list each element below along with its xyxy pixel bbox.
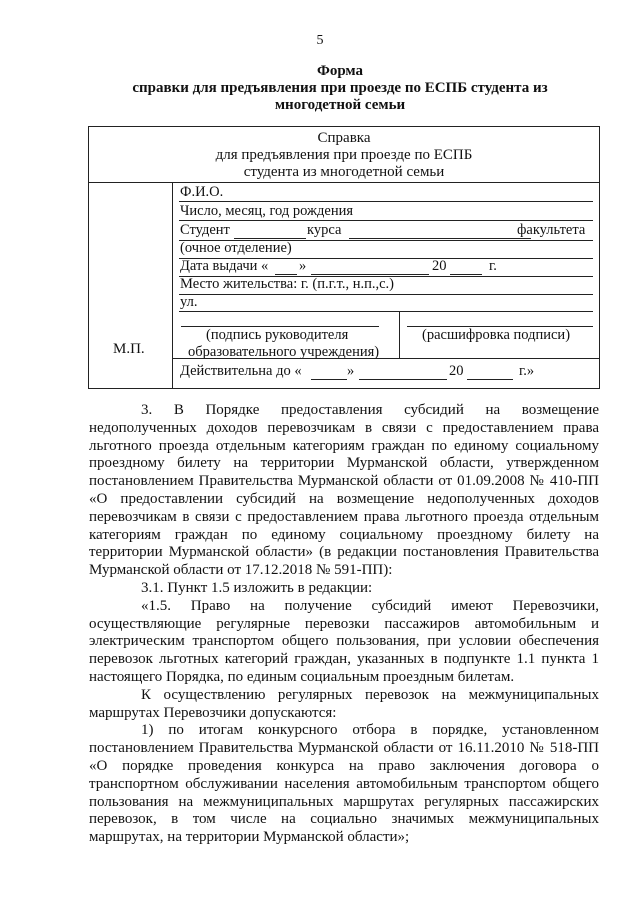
certificate-header-title: Справка <box>317 130 371 146</box>
signature-label-line-2: образовательного учреждения) <box>188 344 380 360</box>
course-blank <box>349 238 531 239</box>
paragraph-3-1: 3.1. Пункт 1.5 изложить в редакции: <box>141 579 373 596</box>
issue-year-label: 20 <box>432 258 447 274</box>
certificate-header-line-2: для предъявления при проезде по ЕСПБ <box>215 147 473 163</box>
certificate-header-line-3: студента из многодетной семьи <box>243 164 445 180</box>
valid-close: » <box>347 363 355 379</box>
form-subtitle-line-1: справки для предъявления при проезде по ЕСПБ студента из <box>132 80 548 96</box>
paragraph-1-5: «1.5. Право на получение субсидий имеют Перевозчики, осуществляющие регулярные перевозки пассажиров автомобильным и электрическим транспортом общего пользования, при условии обеспечения перевозок льготных категорий граждан, указанных в подпункте 1.1 пункта 1 настоящего Порядка, по единым социальным проездным билетам. <box>89 597 599 685</box>
paragraph-3: 3. В Порядке предоставления субсидий на возмещение недополученных доходов перевозчикам в связи с предоставлением права льготного проезда отдельным категориям граждан по единому социальному проездному билету на территории Мурманской области, утвержденном постановлением Правительства Мурманской области от 01.09.2008 № 410-ПП «О предоставлении субсидий на возмещение недополученных доходов перевозчикам в связи с предоставлением права льготного проезда отдельным категориям граждан по единому социальному проездному билету на территории Мурманской области» (в редакции постановления Правительства Мурманской области от 17.12.2018 № 591-ПП): <box>89 402 599 579</box>
valid-year-label: 20 <box>449 363 464 379</box>
course-label: курса <box>307 222 342 238</box>
street-label: ул. <box>180 294 198 310</box>
issue-year-blank <box>450 274 482 275</box>
fio-label: Ф.И.О. <box>180 184 224 200</box>
issue-date-close: » <box>299 258 307 274</box>
signature-row-divider <box>172 358 599 359</box>
header-divider <box>89 182 599 183</box>
body-text <box>89 402 599 847</box>
faculty-label: факультета <box>517 222 586 238</box>
street-line <box>179 311 593 312</box>
study-form-label: (очное отделение) <box>180 240 292 256</box>
issue-day-blank <box>275 274 297 275</box>
signature-divider <box>399 311 400 358</box>
birth-date-label: Число, месяц, год рождения <box>180 203 354 219</box>
valid-day-blank <box>311 379 347 380</box>
paragraph-admission-item-1: 1) по итогам конкурсного отбора в порядке, установленном постановлением Правительства Мурманской области от 16.11.2010 № 518-ПП «О порядке проведения конкурса на право заключения договора о транспортном обслуживании населения автомобильным транспортом общего пользования на межмуниципальных маршрутах регулярных пассажирских перевозок, в том числе на социально значимых межмуниципальных маршрутах, на территории Мурманской области»; <box>89 722 599 846</box>
form-subtitle-line-2: многодетной семьи <box>274 97 406 113</box>
valid-until-label: Действительна до « <box>180 363 302 379</box>
issue-year-suffix: г. <box>489 258 497 274</box>
residence-label: Место жительства: г. (п.г.т., н.п.,с.) <box>180 276 394 292</box>
valid-year-blank <box>467 379 513 380</box>
issue-date-label: Дата выдачи « <box>180 258 269 274</box>
page-number: 5 <box>316 33 324 48</box>
decoding-label: (расшифровка подписи) <box>422 327 571 343</box>
student-label: Студент <box>180 222 230 238</box>
fio-line <box>179 201 593 202</box>
form-title: Форма <box>316 63 364 79</box>
signature-label-line-1: (подпись руководителя <box>206 327 349 343</box>
issue-month-blank <box>311 274 429 275</box>
paragraph-admission: К осуществлению регулярных перевозок на межмуниципальных маршрутах Перевозчики допускаются: <box>89 686 599 721</box>
valid-month-blank <box>359 379 447 380</box>
certificate-form-table <box>88 126 600 389</box>
stamp-label: М.П. <box>113 341 145 357</box>
valid-suffix: г.» <box>519 363 535 379</box>
birth-date-line <box>179 220 593 221</box>
student-blank <box>234 238 306 239</box>
residence-line <box>179 294 593 295</box>
